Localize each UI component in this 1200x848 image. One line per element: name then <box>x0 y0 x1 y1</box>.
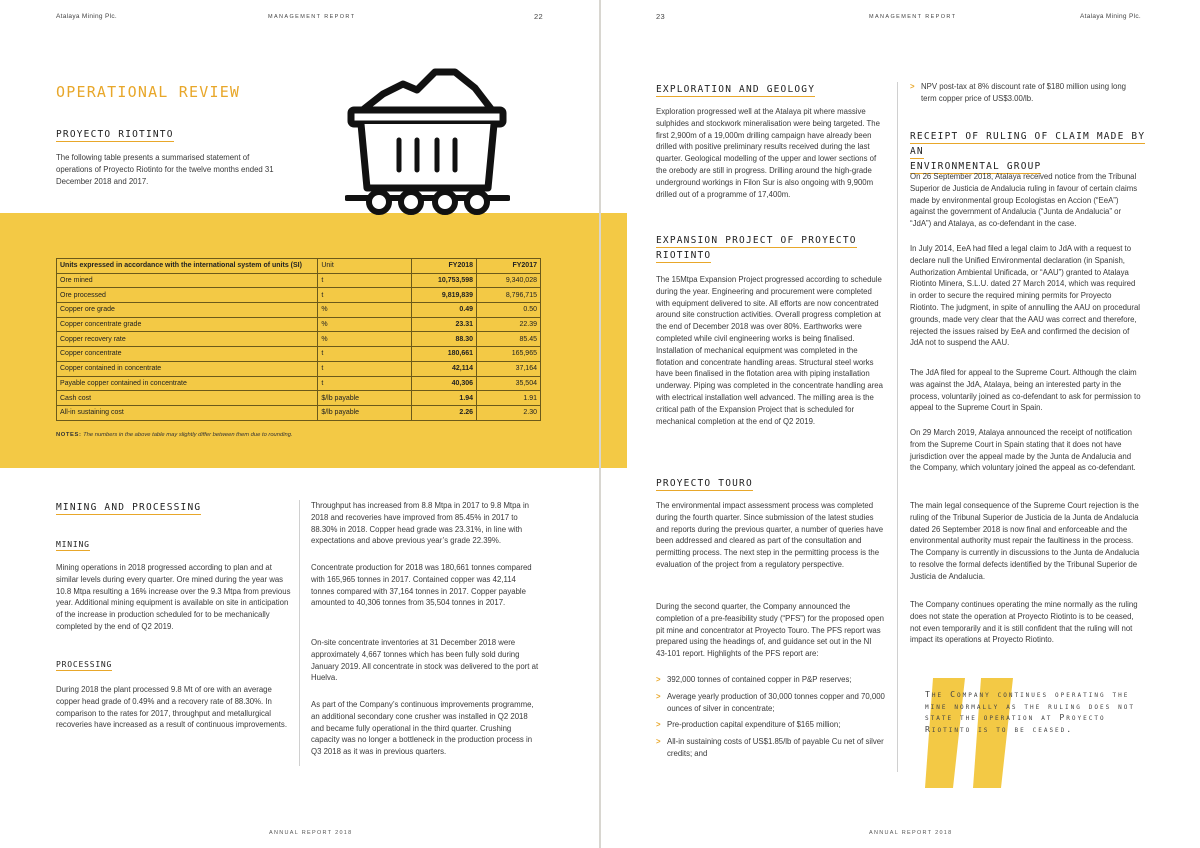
row-unit: t <box>318 288 412 303</box>
page-number: 22 <box>534 12 543 21</box>
row-fy2017: 8,796,715 <box>477 288 541 303</box>
row-fy2018: 9,819,839 <box>412 288 477 303</box>
section-heading-proyecto: PROYECTO RIOTINTO <box>56 129 174 140</box>
row-label: Copper recovery rate <box>57 332 318 347</box>
ruling-p2: In July 2014, EeA had filed a legal claim to JdA with a request to declare null the Unified Environmental declaration (in Spanish, Authorization Ambiental Unificada, or “AAU”) granted to Atalaya Riotinto Minera, S.L.U. dated 27 March 2014, which was required in order to secure the required mining permits for Proyecto Riotinto. The judgment, in spite of annulling the AAU on procedural grounds, made very clear that the AAU was correct and therefore, rejected the issues raised by EeA and confirmed the decision of JdA not to suspend the AAU. <box>910 244 1141 348</box>
row-label: Copper ore grade <box>57 303 318 318</box>
ruling-p3: The JdA filed for appeal to the Supreme Court. Although the claim was against the JdA, Atalaya, being an interested party in the process, voluntarily joined as co-defendant to ask for permission to appeal to the Supreme Court in Spain. <box>910 368 1141 413</box>
row-unit: $/lb payable <box>318 405 412 420</box>
row-unit: t <box>318 376 412 391</box>
row-unit: t <box>318 347 412 362</box>
row-unit: % <box>318 303 412 318</box>
exploration-text: Exploration progressed well at the Atalaya pit where massive sulphides and stockwork mineralisation were being targeted. The first 2,900m of a 19,000m drilling campaign have already been drilled with positive preliminary results received during the last quarter. Geological modelling of the upper and lower sections of the orebody are still in progress. Drilling around the high-grade underground workings in Filon Sur is also ongoing with 9,900m drilled out of a programme of 17,400m. <box>656 107 880 199</box>
table-row <box>57 288 541 303</box>
row-fy2017: 37,164 <box>477 361 541 376</box>
mining-col2-p1: Throughput has increased from 8.8 Mtpa in 2017 to 9.8 Mtpa in 2018 and recoveries have improved from 85.45% in 2017 to 88.30% in 2018. Copper head grade was 23.31%, in line with expectations and above previous year’s grade 22.39%. <box>311 501 530 546</box>
processing-text: During 2018 the plant processed 9.8 Mt of ore with an average copper head grade of 0.49% and a recovery rate of 88.30%. In comparison to the rates for 2017, throughput and metallurgical recoveries have increased as a result of continuous improvements. <box>56 685 287 730</box>
table-row <box>57 405 541 420</box>
row-label: Cash cost <box>57 391 318 406</box>
column-divider <box>299 500 300 766</box>
row-fy2017: 35,504 <box>477 376 541 391</box>
row-unit: t <box>318 361 412 376</box>
subheading-mining: MINING <box>56 540 90 549</box>
row-label: Ore processed <box>57 288 318 303</box>
row-unit: $/lb payable <box>318 391 412 406</box>
pfs-highlights-list <box>656 674 886 765</box>
list-item: > 392,000 tonnes of contained copper in P&P reserves; <box>656 675 852 684</box>
table-notes: NOTES: The numbers in the above table may slightly differ between them due to rounding. <box>56 432 293 438</box>
pfs-highlights-continued <box>910 81 1142 110</box>
row-unit: t <box>318 273 412 288</box>
section-heading-touro: PROYECTO TOURO <box>656 478 753 489</box>
yellow-band-continuation <box>601 213 627 468</box>
section-heading-mining: MINING AND PROCESSING <box>56 502 202 513</box>
section-heading-ruling: RECEIPT OF RULING OF CLAIM MADE BY AN ENVIRONMENTAL GROUP <box>910 131 1146 172</box>
row-fy2018: 23.31 <box>412 317 477 332</box>
row-label: Ore mined <box>57 273 318 288</box>
mine-cart-icon <box>345 66 510 216</box>
page-number: 23 <box>656 12 665 21</box>
row-fy2017: 85.45 <box>477 332 541 347</box>
row-fy2018: 180,661 <box>412 347 477 362</box>
ruling-p5: The main legal consequence of the Supreme Court rejection is the ruling of the Tribunal Superior de Justicia de la Junta de Andalucia dated 26 September 2018 is now final and enforceable and the environmental authority must repair the faultiness in the process. The Company is currently in discussions to the Junta de Andalucia to resolve the formal defects identified by the Tribunal Superior de Justicia de Andalucia. <box>910 501 1140 581</box>
table-row <box>57 347 541 362</box>
table-row <box>57 361 541 376</box>
row-label: All-in sustaining cost <box>57 405 318 420</box>
row-fy2017: 2.30 <box>477 405 541 420</box>
ruling-p1: On 26 September 2018, Atalaya received notice from the Tribunal Superior de Justicia de Andalucia ruling in favour of certain claims made by environmental group Ecologistas en Accion (“EeA”) against the government of Andalucia (“Junta de Andalucia” or “JdA”) and Atalaya, as co-defendant in the case. <box>910 172 1138 229</box>
operations-table <box>56 258 541 421</box>
mining-col2-p2: Concentrate production for 2018 was 180,661 tonnes compared with 165,965 tonnes in 2017. Contained copper was 42,114 tonnes compared with 37,164 tonnes in 2017. Copper payable amounted to 40,306 tonnes from 35,504 tonnes in 2017. <box>311 563 532 608</box>
col-header-description: Units expressed in accordance with the international system of units (SI) <box>57 259 318 274</box>
row-fy2018: 42,114 <box>412 361 477 376</box>
row-fy2017: 165,965 <box>477 347 541 362</box>
proyecto-intro: The following table presents a summarised statement of operations of Proyecto Riotinto for the twelve months ended 31 December 2018 and 2017. <box>56 153 274 186</box>
header-company: Atalaya Mining Plc. <box>56 13 117 20</box>
left-page <box>0 0 599 848</box>
table-header-row <box>57 259 541 274</box>
row-label: Copper concentrate grade <box>57 317 318 332</box>
section-heading-expansion: EXPANSION PROJECT OF PROYECTO RIOTINTO <box>656 235 857 261</box>
row-unit: % <box>318 317 412 332</box>
list-item: > Average yearly production of 30,000 tonnes copper and 70,000 ounces of silver in concentrate; <box>656 691 885 713</box>
header-section: MANAGEMENT REPORT <box>268 14 356 20</box>
row-label: Payable copper contained in concentrate <box>57 376 318 391</box>
row-fy2017: 1.91 <box>477 391 541 406</box>
col-header-fy2017: FY2017 <box>477 259 541 274</box>
page-title: OPERATIONAL REVIEW <box>56 83 241 101</box>
mining-text: Mining operations in 2018 progressed according to plan and at similar levels during every quarter. Ore mined during the year was 10.8 Mtpa resulting a 16% increase over the 9.3 Mtpa from previous year. Additional mining equipment is available on site in anticipation of the increase in production scheduled for to be mechanically completed by the end of Q2 2019. <box>56 563 291 631</box>
table-row <box>57 303 541 318</box>
header-company: Atalaya Mining Plc. <box>1080 13 1141 20</box>
row-unit: % <box>318 332 412 347</box>
row-label: Copper contained in concentrate <box>57 361 318 376</box>
row-fy2018: 0.49 <box>412 303 477 318</box>
touro-p2: During the second quarter, the Company announced the completion of a pre-feasibility study (“PFS”) for the proposed open pit mine and concentrator at Proyecto Touro. The PFS report was prepared using the headings of, and guidance set out in the NI 43-101 report. Highlights of the PFS report are: <box>656 602 884 659</box>
table-row <box>57 273 541 288</box>
section-heading-exploration: EXPLORATION AND GEOLOGY <box>656 84 816 95</box>
row-fy2018: 10,753,598 <box>412 273 477 288</box>
list-item: > All-in sustaining costs of US$1.85/lb of payable Cu net of silver credits; and <box>656 737 884 758</box>
row-fy2018: 88.30 <box>412 332 477 347</box>
pull-quote: The Company continues operating the mine normally as the ruling does not state the operation at Proyecto Riotinto is to be ceased. <box>925 689 1135 734</box>
mining-col2-p4: As part of the Company’s continuous improvements programme, an additional secondary cone crusher was installed in Q2 2018 and became fully operational in the third quarter. Crushing capacity was no longer a bottleneck in the production process in Q3 2018 as it was in previous quarters. <box>311 700 534 757</box>
col-header-unit: Unit <box>318 259 412 274</box>
row-fy2018: 40,306 <box>412 376 477 391</box>
column-divider <box>897 82 898 772</box>
mining-col2-p3: On-site concentrate inventories at 31 December 2018 were approximately 4,667 tonnes which has been fully sold during January 2019. All concentrate in stock was delivered to the port at Huelva. <box>311 638 539 683</box>
subheading-processing: PROCESSING <box>56 660 113 669</box>
ruling-p4: On 29 March 2019, Atalaya announced the receipt of notification from the Supreme Court in Spain stating that it does not have jurisdiction over the appeal made by the Junta de Andalucia and the Company, which voluntary joined the appeal as co-defendant. <box>910 428 1136 473</box>
row-fy2018: 2.26 <box>412 405 477 420</box>
list-item: > NPV post-tax at 8% discount rate of $180 million using long term copper price of US$3.00/lb. <box>910 82 1126 103</box>
row-fy2017: 9,340,028 <box>477 273 541 288</box>
list-item: > Pre-production capital expenditure of $165 million; <box>656 720 841 730</box>
row-fy2017: 0.50 <box>477 303 541 318</box>
expansion-text: The 15Mtpa Expansion Project progressed according to schedule during the year. Engineering and procurement were completed with equipment delivered to site. All efforts are now concentrated around site construction activities. Overall progress completion at the end of December 2018 was over 80%. Earthworks were completed while civil engineering works is being finalised. Installation of mechanical equipment was completed in the flotation and concentrate handling areas. Structural steel works have been finalised in the flotation area with piping installation underway. Piping was completed in the concentrate handling area with electrical installation well advanced. The milling area is the critical path of the Expansion Project that is scheduled for mechanical completion at the end of Q2 2019. <box>656 275 883 426</box>
touro-p1: The environmental impact assessment process was completed during the fourth quarter. Since submission of the latest studies and reports during the previous quarter, a number of queries have been addressed and cleared as part of the consultation and permitting process. The next step in the permitting process is the evaluation of the project from a regulatory perspective. <box>656 501 884 569</box>
row-label: Copper concentrate <box>57 347 318 362</box>
ruling-p6: The Company continues operating the mine normally as the ruling does not state the operation at Proyecto Riotinto is to be ceased, not even temporarily and it is still confident that the ruling will not impact its operations at Proyecto Riotinto. <box>910 600 1138 645</box>
table-row <box>57 376 541 391</box>
row-fy2017: 22.39 <box>477 317 541 332</box>
row-fy2018: 1.94 <box>412 391 477 406</box>
footer: ANNUAL REPORT 2018 <box>869 830 953 836</box>
col-header-fy2018: FY2018 <box>412 259 477 274</box>
table-row <box>57 332 541 347</box>
table-row <box>57 317 541 332</box>
footer: ANNUAL REPORT 2018 <box>269 830 353 836</box>
table-row <box>57 391 541 406</box>
header-section: MANAGEMENT REPORT <box>869 14 957 20</box>
